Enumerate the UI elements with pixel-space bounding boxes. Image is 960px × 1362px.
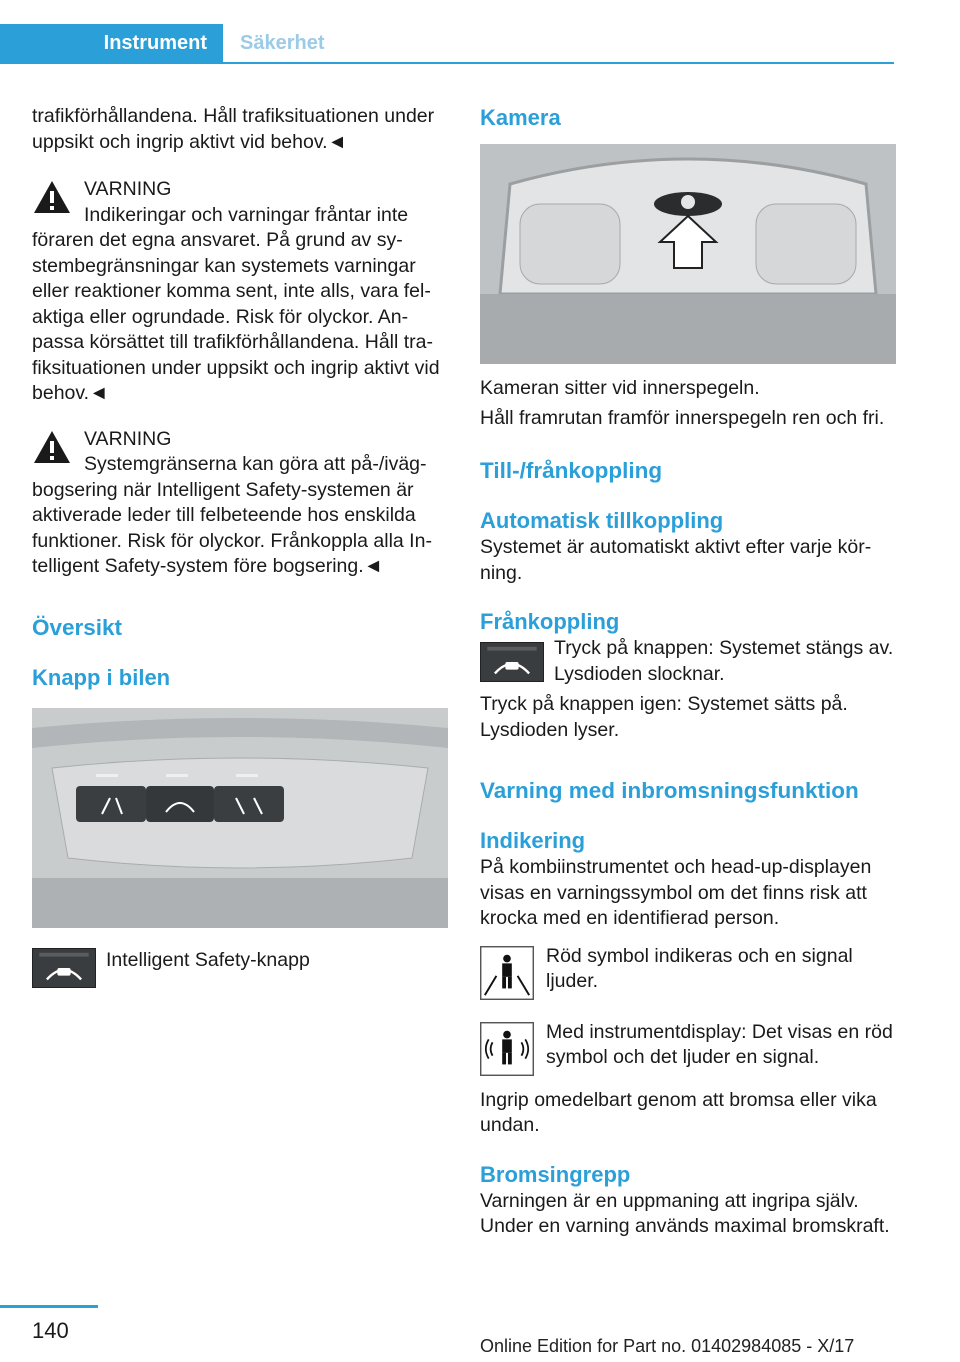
off-title: Frånkoppling	[480, 609, 620, 634]
section-title-koppling: Till-/frånkoppling	[480, 458, 663, 483]
warning-body: föraren det egna ansvaret. På grund av systembegränsningar kan systemets varningar eller reaktioner komma sent, inte alls, vara felaktiga eller ogrundade. Risk för olyckor. Anpassa körsättet till trafikförhållandena. Håll trafiksituationen under uppsikt och ingrip aktivt vid behov.◄	[32, 229, 440, 404]
camera-line2: Håll framrutan framför innerspegeln ren och fri.	[480, 406, 885, 429]
camera-line1: Kameran sitter vid innerspegeln.	[480, 377, 760, 399]
symbol2-row	[480, 1020, 896, 1076]
button-panel-photo	[32, 708, 448, 928]
auto-title: Automatisk tillkoppling	[480, 508, 724, 533]
symbol2-text: Med instrumentdisplay: Det visas en röd symbol och det ljuder en signal.	[546, 1020, 893, 1068]
pedestrian-warning-icon	[480, 946, 534, 1000]
page-number: 140	[32, 1318, 69, 1343]
intelligent-safety-button-icon	[32, 948, 96, 988]
auto-text: Systemet är automatiskt aktivt efter varje körning.	[480, 536, 872, 584]
camera-photo	[480, 144, 896, 364]
brake-title: Bromsingrepp	[480, 1161, 631, 1187]
button-panel-illustration	[32, 708, 448, 928]
intelligent-safety-button-icon	[480, 642, 544, 682]
section-title-oversikt: Översikt	[32, 614, 123, 640]
warning-title: VARNING	[84, 427, 172, 450]
warning-triangle-icon	[32, 179, 72, 215]
right-column	[480, 104, 896, 1240]
indication-title: Indikering	[480, 828, 586, 853]
edition-footer: Online Edition for Part no. 01402984085 - X/17	[480, 1336, 855, 1356]
warning-block-1	[32, 177, 448, 407]
subsection-title-knapp: Knapp i bilen	[32, 664, 171, 690]
intelligent-safety-row	[32, 946, 448, 990]
camera-illustration	[480, 144, 896, 364]
symbol1-row	[480, 944, 896, 1004]
camera-title: Kamera	[480, 105, 561, 130]
tab-instrument[interactable]: Instrument	[0, 24, 223, 62]
warning-lead: Systemgränserna kan göra att på-/iväg-	[84, 453, 427, 475]
warning-body: bogsering när Intelligent Safety-systemen är aktiverade leder till felbeteende hos enskilda funktioner. Risk för olyckor. Frånkoppla alla Intelligent Safety-system före bogsering.◄	[32, 478, 432, 577]
off-row	[480, 636, 896, 690]
action-text: Ingrip omedelbart genom att bromsa eller vika undan.	[480, 1088, 877, 1136]
warning-lead: Indikeringar och varningar fråntar inte	[84, 203, 409, 226]
warning-section-title: Varning med inbromsningsfunktion	[480, 778, 859, 803]
on-text: Tryck på knappen igen: Systemet sätts på. Lysdioden lyser.	[480, 693, 848, 741]
tab-sakerhet[interactable]: Säkerhet	[240, 32, 325, 54]
chapter-tabs	[0, 24, 894, 64]
warning-block-2	[32, 427, 448, 580]
warning-title: VARNING	[84, 178, 172, 200]
pedestrian-sound-icon	[480, 1022, 534, 1076]
button-caption: Intelligent Safety-knapp	[106, 948, 310, 971]
left-column	[32, 104, 448, 990]
indication-text: På kombiinstrumentet och head-up-displayen visas en varningssymbol om det finns risk att krocka med en identifierad person.	[480, 856, 872, 929]
footer-accent-line	[0, 1305, 98, 1308]
symbol1-text: Röd symbol indikeras och en signal ljuder.	[546, 944, 853, 992]
off-text: Tryck på knappen: Systemet stängs av. Lysdioden slocknar.	[554, 637, 894, 685]
warning-triangle-icon	[32, 429, 72, 465]
intro-paragraph: trafikförhållandena. Håll trafiksituationen under uppsikt och ingrip aktivt vid behov.◄	[32, 105, 435, 153]
brake-text: Varningen är en uppmaning att ingripa själv. Under en varning används maximal bromskraft.	[480, 1189, 890, 1237]
